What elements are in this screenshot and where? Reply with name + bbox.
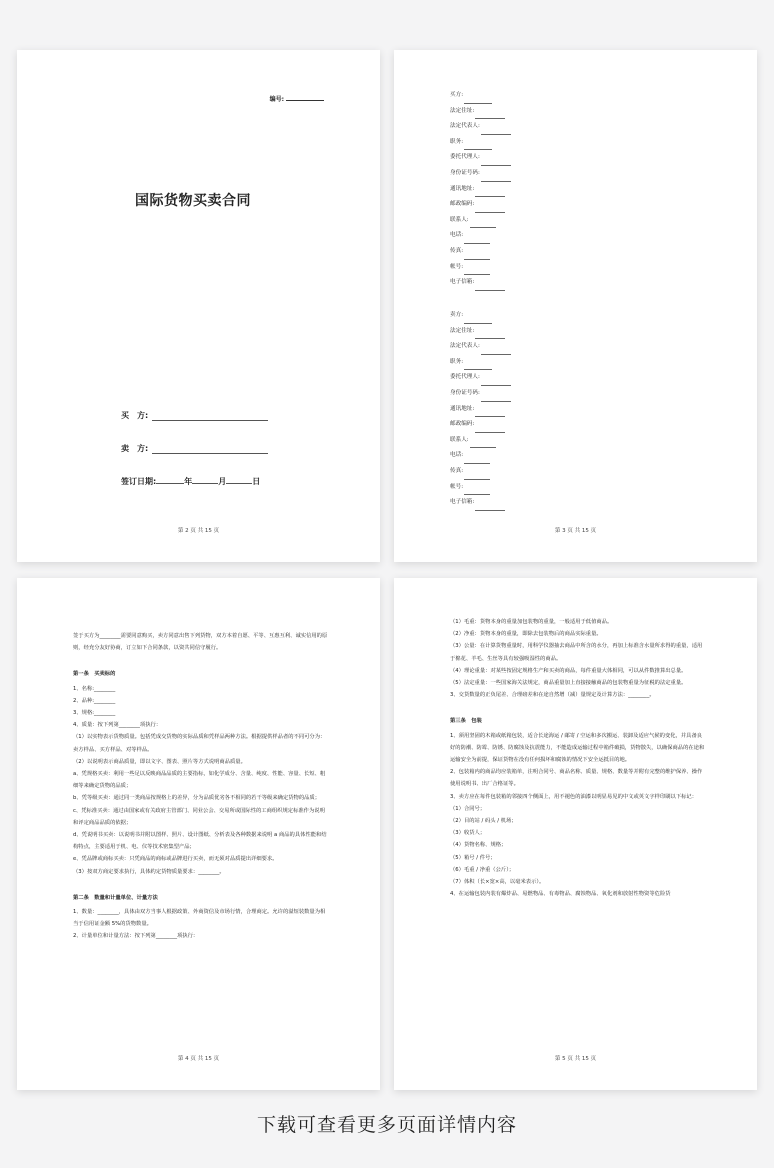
info-field — [450, 104, 511, 120]
page-footer: 第 5 页 共 15 页 — [554, 1056, 597, 1062]
buyer-label: 买 方: — [121, 411, 149, 420]
clause-item: （4）理论重量：对某些按固定规格生产和买卖的商品，每件重量大体相同，可以从件数推算出总量。 — [450, 667, 687, 674]
document-page-article-3 — [394, 578, 757, 1090]
info-field-label: 传真: — [450, 467, 464, 474]
clause-item: 2、包装箱内的商品均应装箱单，注明合同号、商品名称、质量、规格、数量等并附有完整的维护保养、操作使用说明书、出厂合格证等。 — [450, 769, 703, 788]
clause-item: （3）按双方商定要求执行，具体约定货物质量要求：________。 — [73, 868, 225, 875]
info-field — [450, 166, 511, 182]
clause-item: e、凭品牌或商标买卖：只凭商品的商标或品牌进行买卖，而无须对品质提出详细要求。 — [73, 856, 278, 863]
info-field — [450, 197, 511, 213]
info-field — [450, 88, 511, 104]
info-field-label: 法定住址: — [450, 107, 475, 114]
info-field — [450, 495, 511, 511]
clause-item: （5）法定重量：一些国家海关法规定，商品重量加上直接接触商品的包装物重量为征税的法定重量。 — [450, 680, 687, 687]
info-field-blank — [475, 289, 505, 291]
page-footer: 第 3 页 共 15 页 — [554, 528, 597, 534]
info-field — [450, 339, 511, 355]
article-3-heading: 第三条 包装 — [450, 718, 482, 725]
contract-number-field — [270, 94, 324, 103]
clause-item: 1、名称:________ — [73, 685, 116, 692]
info-field-label: 邮政编码: — [450, 201, 475, 208]
clause-item: （7）体积（长×宽×高，以毫米表示）。 — [450, 879, 545, 886]
clause-item: （3）收货人； — [450, 830, 486, 837]
download-caption: 下载可查看更多页面详情内容 — [256, 1114, 517, 1136]
info-field-label: 委托代理人: — [450, 154, 480, 161]
clause-item: （4）货物名称、规格； — [450, 842, 507, 849]
info-field — [450, 275, 511, 291]
info-field — [450, 308, 511, 324]
info-field-label: 帐号: — [450, 483, 464, 490]
info-field — [450, 370, 511, 386]
seller-blank — [152, 452, 268, 454]
page-body — [73, 630, 330, 943]
buyer-signature-field — [121, 410, 268, 421]
info-field — [450, 182, 511, 198]
info-field — [450, 228, 511, 244]
info-field-label: 职务: — [450, 138, 464, 145]
document-page-parties — [394, 50, 757, 562]
info-field-label: 电子信箱: — [450, 279, 475, 286]
info-field-label: 电话: — [450, 452, 464, 459]
clause-item: 1、数量：________，具体由双方当事人根据政策、外商资信及市场行情，合理商定。允许的溢短装数量为相当于信用证金额 5%的货物数量。 — [73, 909, 326, 928]
clause-item: 2、品种:________ — [73, 697, 116, 704]
clause-item: 4、在运输包装内装有爆炸品、易燃物品、有毒物品、腐蚀物品、氧化剂和放射性物资等危险货 — [450, 891, 671, 898]
article-2-heading: 第二条 数量和计量单位、计量方法 — [73, 894, 158, 901]
document-page-articles-1-2 — [17, 578, 380, 1090]
clause-item: b、凭等级买卖：通过同一类商品按规格上的差异，分为品质优劣各不相同的若干等级来确定货物的品质； — [73, 795, 321, 802]
buyer-info-list — [450, 88, 511, 291]
clause-item: （2）以说明表示商品质量，即以文字、图表、照片等方式说明商品质量。 — [73, 758, 246, 765]
info-field — [450, 213, 511, 229]
signing-date-label: 签订日期: — [121, 477, 157, 486]
info-field-label: 身份证号码: — [450, 389, 480, 396]
info-field-label: 身份证号码: — [450, 169, 480, 176]
info-field-label: 法定代表人: — [450, 123, 480, 130]
info-field — [450, 244, 511, 260]
contract-number-blank — [286, 100, 324, 101]
document-title: 国际货物买卖合同 — [135, 193, 251, 209]
info-field — [450, 355, 511, 371]
clause-item: （2）目的站 / 码头 / 机场； — [450, 818, 517, 825]
info-field-label: 卖方: — [450, 312, 464, 318]
clause-item: （1）毛重：货物本身的重量加包装物的重量，一般适用于低值商品。 — [450, 619, 613, 625]
article-1-items — [73, 683, 330, 878]
clause-item: 1、须用坚固的木箱或纸箱包装，适合长途海运 / 邮寄 / 空运和多次搬运、装卸及适应气候的变化，并具备良好的防潮、防霉、防锈、防腐蚀及抗震能力，不能造成运输过程中箱件破损，货物散失，以确保商品的在途和运输安全为前提，保证货物在没有任何损坏和腐蚀的情况下安全运抵目的地。 — [450, 732, 705, 764]
info-field — [450, 260, 511, 276]
info-field — [450, 402, 511, 418]
info-field-label: 传真: — [450, 247, 464, 254]
info-field — [450, 448, 511, 464]
info-field — [450, 480, 511, 496]
buyer-blank — [152, 419, 268, 421]
date-year-label: 年 — [184, 477, 193, 486]
seller-signature-field — [121, 443, 268, 454]
clause-item: a、凭规格买卖：利用一些足以反映商品品质的主要指标，如化学成分、含量、纯度、性能、容量、长短、粗细等来确定货物的品质； — [73, 771, 326, 790]
clause-item: （3）公量：在计算货物重量时，用科学仪器抽去商品中所含的水分，再加上标准含水量所求得的重量，适用于棉花、羊毛、生丝等具有较强吸湿性的商品。 — [450, 643, 703, 662]
clause-item: （1）合同号； — [450, 805, 486, 812]
page-footer: 第 4 页 共 15 页 — [177, 1056, 220, 1062]
info-field — [450, 324, 511, 340]
info-field-label: 电话: — [450, 232, 464, 239]
intro-paragraph: 签于买方为________需要同意购买，卖方同意出售下列货物，双方本着自愿、平等、互惠互利、诚实信用的原则，经充分友好协商，订立如下合同条款，以资共同信守履行。 — [73, 633, 328, 652]
info-field-label: 买方: — [450, 92, 464, 98]
page-body — [450, 616, 707, 900]
seller-label: 卖 方: — [121, 444, 149, 453]
article-1-heading: 第一条 买卖标的 — [73, 671, 116, 678]
seller-info-list — [450, 308, 511, 511]
clause-item: 2、计量单位和计量方法：按下列第________项执行： — [73, 933, 199, 940]
info-field-label: 法定住址: — [450, 327, 475, 334]
date-day-label: 日 — [252, 477, 261, 486]
info-field-label: 通讯地址: — [450, 185, 475, 192]
article-2-items — [73, 906, 330, 943]
info-field — [450, 150, 511, 166]
signing-date-field — [121, 476, 260, 487]
info-field — [450, 433, 511, 449]
clause-item: c、凭标准买卖：通过由国家或有关政府主管部门、同业公会、交易所或国际性的工商组织规定标准作为说明和评定商品品质的依据； — [73, 807, 325, 826]
info-field-label: 联系人: — [450, 436, 469, 443]
info-field-label: 法定代表人: — [450, 343, 480, 350]
info-field-label: 电子信箱: — [450, 499, 475, 506]
info-field — [450, 119, 511, 135]
clause-item: （6）毛重 / 净重（公斤）； — [450, 866, 515, 873]
info-field-label: 帐号: — [450, 263, 464, 270]
clause-item: 3、规格:________ — [73, 710, 116, 717]
page-footer: 第 2 页 共 15 页 — [177, 528, 220, 534]
info-field-blank — [475, 509, 505, 511]
info-field-label: 职务: — [450, 358, 464, 365]
info-field-label: 委托代理人: — [450, 374, 480, 381]
info-field — [450, 417, 511, 433]
info-field-label: 通讯地址: — [450, 405, 475, 412]
info-field-label: 联系人: — [450, 216, 469, 223]
clause-item: 4、质量：按下列第________项执行： — [73, 722, 162, 729]
info-field — [450, 386, 511, 402]
clause-item: （5）箱号 / 件号； — [450, 854, 496, 861]
clause-item: 3、交货数量的正负尾差、合理磅差和在途自然增（减）量规定及计算方法：________。 — [450, 692, 655, 699]
clause-item: d、凭说明书买卖：以说明书并附以图样、照片、设计图纸、分析表及各种数据来说明 a 商品的具体性能和结构特点，主要适用于机、电、仪等技术密集型产品； — [73, 832, 327, 851]
weight-method-items — [450, 616, 707, 701]
contract-number-label: 编号: — [269, 96, 284, 103]
clause-item: （2）净重：货物本身的重量，即除去包装物后的商品实际重量。 — [450, 631, 602, 638]
clause-item: 3、卖方应在每件包装箱的邻接四个侧面上，用不褪色的油漆以明显易见的中文或英文字样印刷以下标记： — [450, 793, 698, 800]
document-page-cover — [17, 50, 380, 562]
info-field-label: 邮政编码: — [450, 421, 475, 428]
article-3-items — [450, 730, 707, 901]
info-field — [450, 464, 511, 480]
info-field — [450, 135, 511, 151]
date-month-label: 月 — [218, 477, 227, 486]
clause-item: （1）以实物表示货物质量。包括凭成交货物的实际品质和凭样品两种方法。根据提供样品者的不同可分为：卖方样品、买方样品、对等样品。 — [73, 734, 326, 753]
